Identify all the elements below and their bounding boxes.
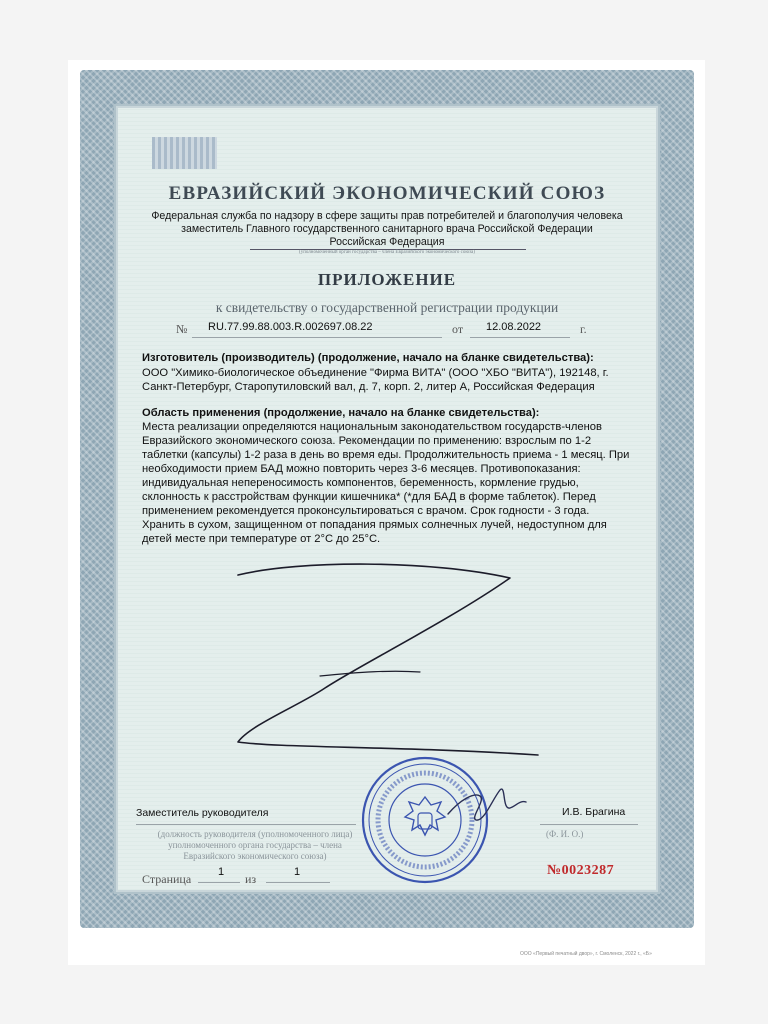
registration-date: 12.08.2022 (486, 321, 542, 333)
manufacturer-text: ООО "Химико-биологическое объединение "Фирма ВИТА" (ООО "ХБО "ВИТА"), 192148, г. Санкт-Петербург, Старопутиловский вал, д. 7, корп. 2, литер А, Российская Федерация (142, 367, 609, 393)
page-number-underline (198, 882, 240, 883)
appendix-subtitle: к свидетельству о государственной регистрации продукции (215, 300, 559, 315)
signer-position: Заместитель руководителя (136, 807, 269, 819)
union-title: ЕВРАЗИЙСКИЙ ЭКОНОМИЧЕСКИЙ СОЮЗ (168, 183, 606, 204)
page-number: 1 (218, 866, 225, 878)
name-caption: (Ф. И. О.) (546, 829, 584, 839)
printer-footer: ООО «Первый печатный двор», г. Смоленск, 2022 г., «Б» (520, 951, 652, 957)
position-caption: (должность руководителя (уполномоченного лица) уполномоченного органа государства – члена Евразийского экономического союза) (157, 829, 353, 861)
date-prefix: от (452, 322, 464, 336)
number-sign: № (176, 322, 188, 336)
scope-text: Места реализации определяются национальным законодательством государств-членов Евразийского экономического союза. Рекомендации по применению: взрослым по 1-2 таблетки (капсулы) 1-2 раза в день во время еды. Продолжительность приема - 1 месяц. При необходимости прием БАД можно повторить через 3-6 месяцев. Противопоказания: индивидуальная непереносимость компонентов, беременность, кормление грудью, склонность к расстройствам функции кишечника* (*для БАД в форме таблеток). Перед применением рекомендуется проконсультироваться с врачом. Срок годности - 3 года. Хранить в сухом, защищенном от попадания прямых солнечных лучей, недоступном для детей месте при температуре от 2°С до 25°С. (142, 421, 630, 545)
registration-number: RU.77.99.88.003.R.002697.08.22 (208, 321, 373, 333)
agency-caption: (уполномоченный орган государства – члена Евразийского экономического союза) (299, 250, 475, 255)
scope-heading: Область применения (продолжение, начало на бланке свидетельства): (142, 407, 540, 419)
page-total-underline (266, 882, 330, 883)
page-label: Страница (142, 872, 192, 886)
agency-line: Российская Федерация (329, 236, 445, 248)
page-total: 1 (294, 866, 301, 878)
name-underline (540, 824, 638, 825)
agency-line: заместитель Главного государственного санитарного врача Российской Федерации (181, 223, 593, 235)
page-of-label: из (245, 872, 257, 886)
manufacturer-heading: Изготовитель (производитель) (продолжение, начало на бланке свидетельства): (142, 352, 594, 364)
position-underline (136, 824, 356, 825)
seal-signature-icon (440, 770, 530, 840)
appendix-title: ПРИЛОЖЕНИЕ (317, 270, 457, 289)
year-suffix: г. (580, 322, 587, 336)
signer-name: И.В. Брагина (562, 806, 626, 818)
agency-line: Федеральная служба по надзору в сфере защиты прав потребителей и благополучия человека (151, 210, 623, 222)
serial-number: №0023287 (547, 863, 615, 878)
